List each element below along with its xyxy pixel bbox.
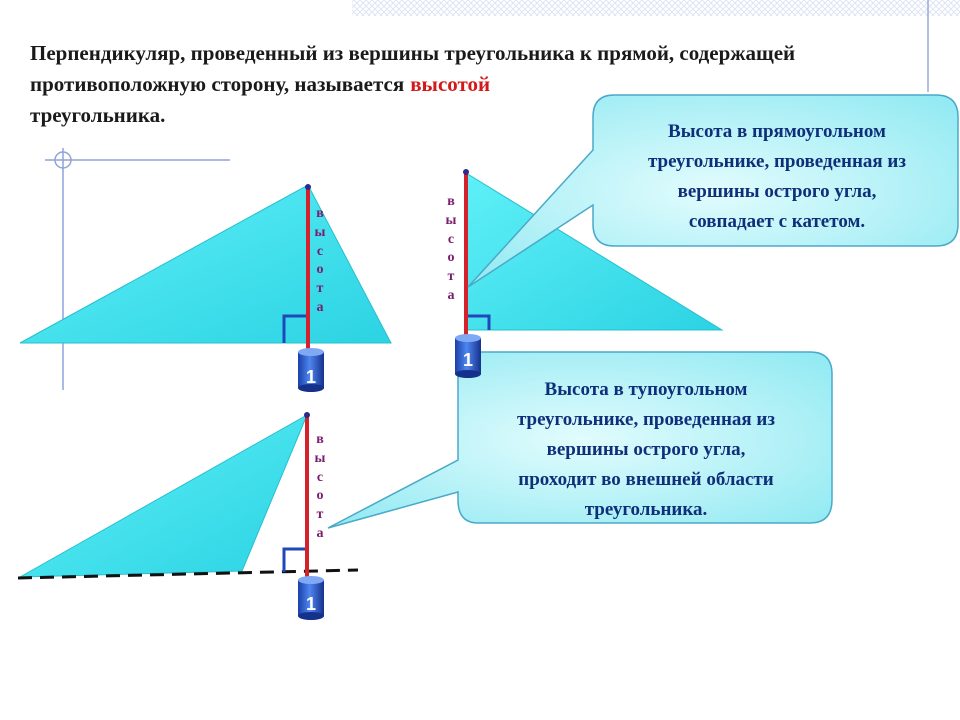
height-label-2: в ы с о т а [445, 194, 457, 303]
badge-number-3: 1 [305, 594, 316, 614]
definition-end: треугольника. [30, 103, 166, 127]
height-label-1: в ы с о т а [314, 206, 326, 315]
callout-right-text: Высота в прямоугольном треугольнике, проведенная из вершины острого угла, совпадает с катетом. [647, 121, 907, 232]
triangle-obtuse [20, 415, 307, 577]
badge-number-1: 1 [305, 367, 316, 387]
callout-obtuse-text: Высота в тупоугольном треугольнике, проведенная из вершины острого угла, проходит во внешней области треугольника. [516, 379, 776, 520]
right-angle-mark-3 [284, 549, 307, 572]
definition-main: Перпендикуляр, проведенный из вершины треугольника к прямой, содержащей противоположную сторону, называется [30, 41, 796, 96]
corner-pattern [352, 0, 960, 16]
vertex-point-3 [304, 412, 310, 418]
vertex-point-1 [305, 184, 311, 190]
triangle-acute [20, 185, 391, 343]
definition-highlight: высотой [410, 72, 491, 96]
height-label-3: в ы с о т а [314, 432, 326, 541]
badge-number-2: 1 [462, 350, 473, 370]
vertex-point-2 [463, 169, 469, 175]
